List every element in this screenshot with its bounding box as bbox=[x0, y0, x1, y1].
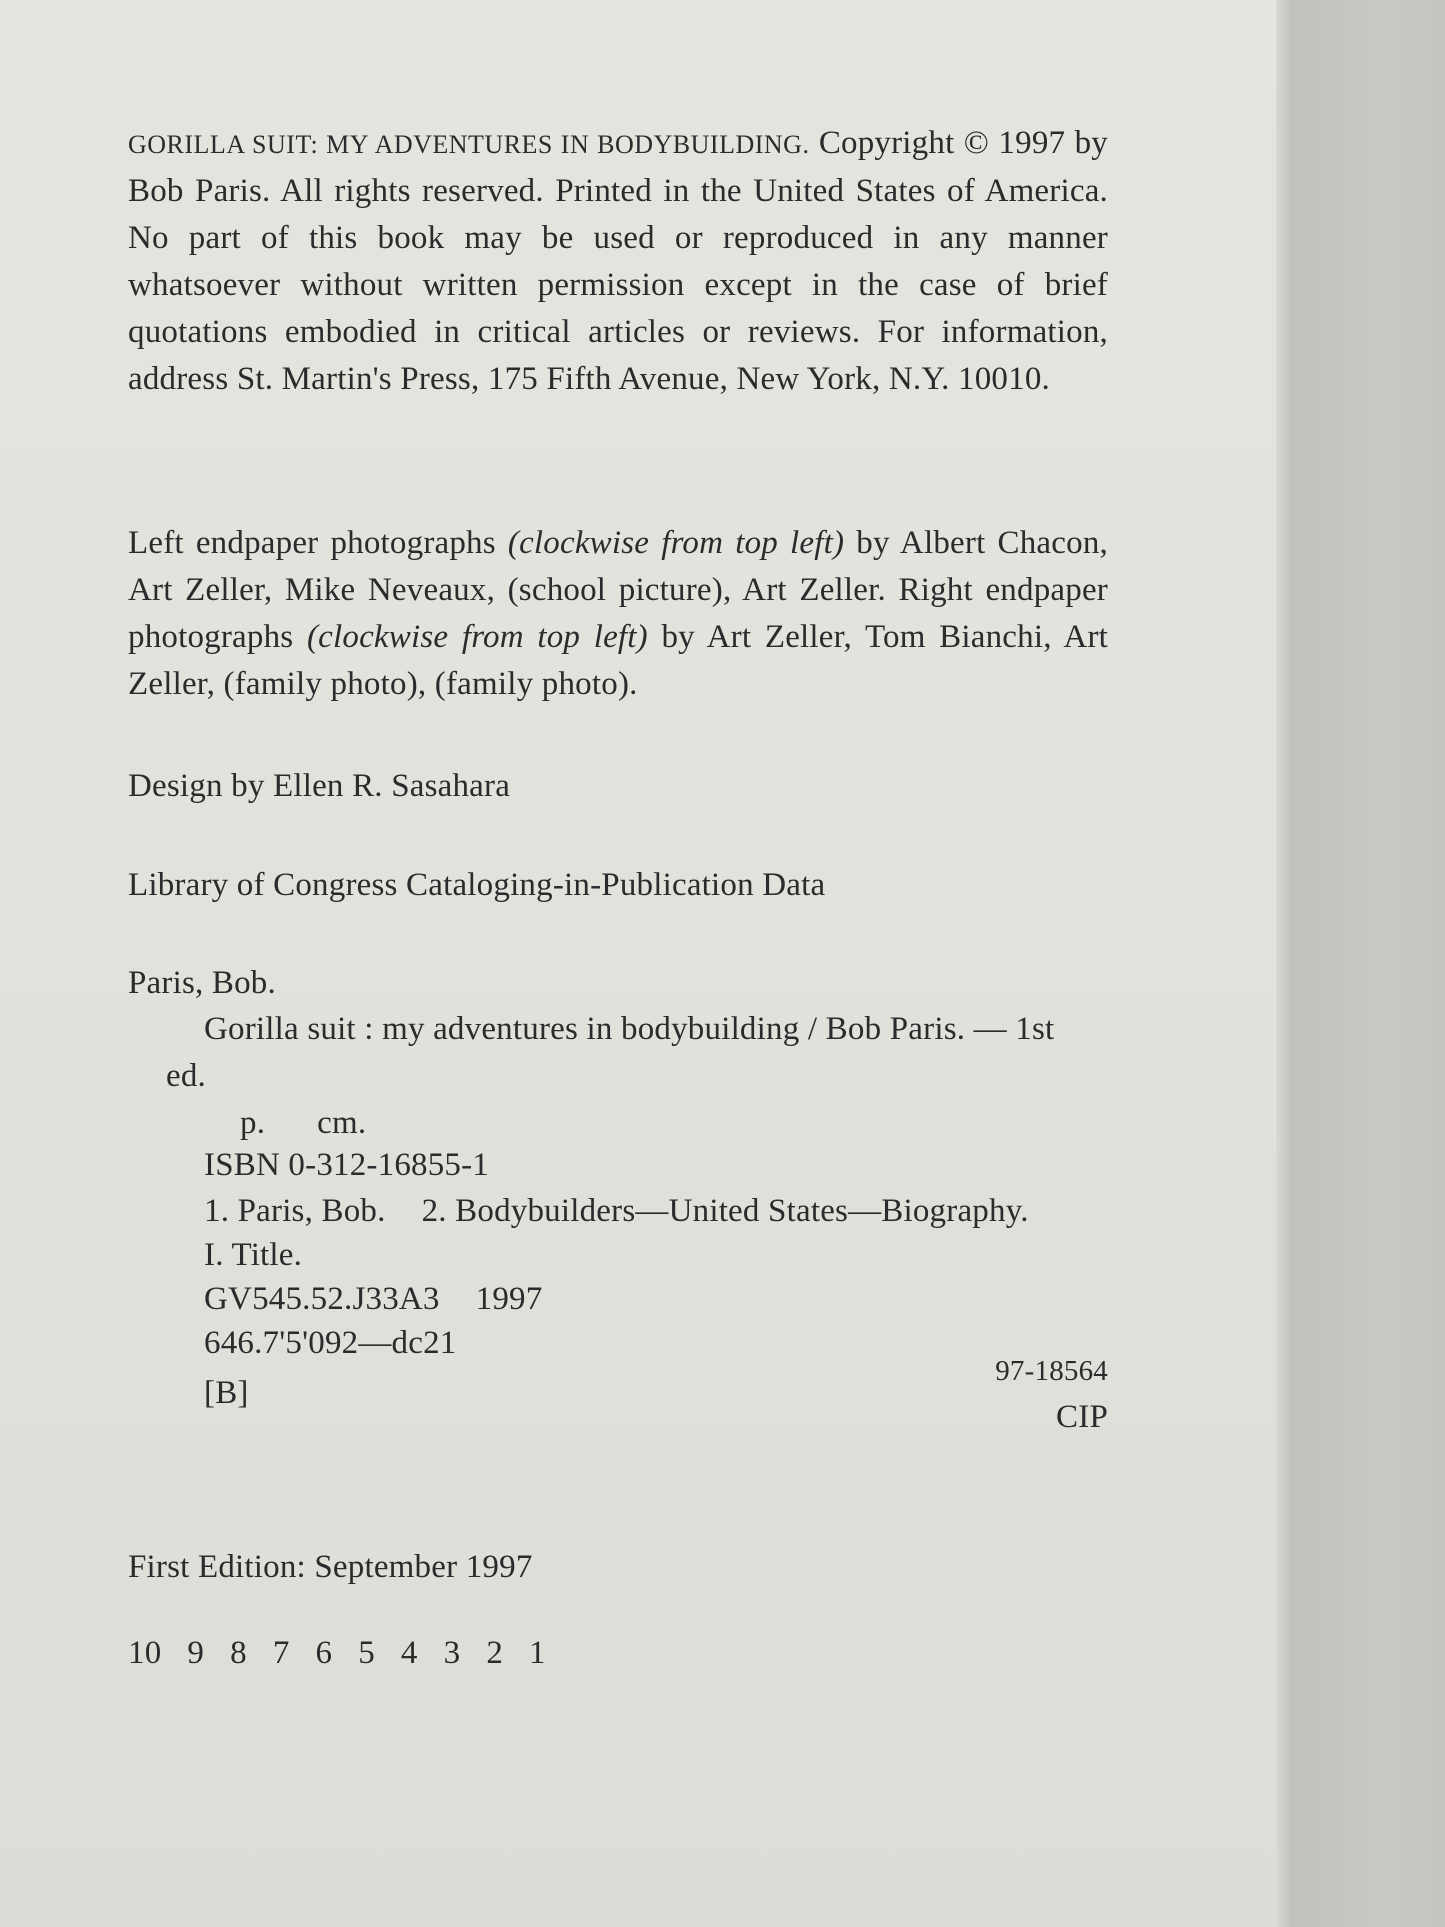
cip-author: Paris, Bob. bbox=[128, 965, 276, 1001]
endpaper-text-2: by Albert Chacon, Art Zeller, Mike Neveaux, (school picture), Art Zeller. Right endpaper photographs bbox=[128, 525, 1108, 655]
page-edge bbox=[1276, 0, 1290, 1927]
cip-size: cm. bbox=[317, 1105, 367, 1141]
edition-statement: First Edition: September 1997 bbox=[128, 1549, 533, 1585]
endpaper-italic-1: (clockwise from top left) bbox=[507, 525, 845, 561]
printer-key-number: 8 bbox=[230, 1635, 247, 1671]
design-credit: Design by Ellen R. Sasahara bbox=[128, 768, 511, 804]
cip-mark: CIP bbox=[1056, 1399, 1108, 1435]
cip-dewey: 646.7'5'092—dc21 bbox=[204, 1325, 457, 1361]
endpaper-italic-2: (clockwise from top left) bbox=[306, 619, 648, 655]
printer-key-number: 10 bbox=[128, 1635, 162, 1671]
printer-key-number: 6 bbox=[315, 1635, 333, 1671]
copyright-text: Copyright © 1997 by Bob Paris. All rights reserved. Printed in the United States of America. No part of this book may be used or reproduced in any manner whatsoever without written permission except in the case of brief quotations embodied in critical articles or reviews. For information, address St. Martin's Press, 175 Fifth Avenue, New York, N.Y. 10010. bbox=[128, 125, 1108, 397]
cip-physical-description bbox=[240, 1100, 1220, 1147]
printer-key-number: 2 bbox=[486, 1635, 504, 1671]
cip-subject-1: 1. Paris, Bob. bbox=[204, 1193, 386, 1229]
printer-key-number: 7 bbox=[272, 1635, 290, 1671]
endpaper-text-3: by Art Zeller, Tom Bianchi, Art Zeller, (family photo), (family photo). bbox=[128, 619, 1109, 702]
cip-subjects bbox=[204, 1188, 1184, 1235]
printer-key-number: 4 bbox=[400, 1635, 418, 1671]
cip-record-number: 97-18564 bbox=[995, 1355, 1108, 1387]
cip-heading: Library of Congress Cataloging-in-Publication Data bbox=[128, 867, 826, 903]
printer-key-number: 1 bbox=[529, 1635, 546, 1671]
endpaper-credits bbox=[128, 520, 1108, 708]
cip-call-year: 1997 bbox=[475, 1281, 543, 1317]
background-surface bbox=[1290, 0, 1445, 1927]
cip-bracket: [B] bbox=[204, 1375, 249, 1411]
cip-title-entry: I. Title. bbox=[204, 1237, 303, 1273]
cip-lc-classification bbox=[204, 1276, 1184, 1323]
book-title-caps: GORILLA SUIT: MY ADVENTURES IN BODYBUILDING. bbox=[128, 130, 810, 159]
printer-key-number: 3 bbox=[443, 1635, 461, 1671]
printer-key-number: 9 bbox=[187, 1635, 205, 1671]
cip-call-number: GV545.52.J33A3 bbox=[204, 1281, 440, 1317]
printer-key-number: 5 bbox=[358, 1635, 375, 1671]
printer-key bbox=[128, 1630, 1108, 1677]
cip-title-continuation: ed. bbox=[166, 1058, 206, 1094]
cip-isbn: ISBN 0-312-16855-1 bbox=[204, 1147, 490, 1183]
cip-title-line: Gorilla suit : my adventures in bodybuilding / Bob Paris. — 1st bbox=[204, 1011, 1055, 1047]
cip-subject-2: 2. Bodybuilders—United States—Biography. bbox=[421, 1193, 1029, 1229]
copyright-notice bbox=[128, 120, 1108, 403]
cip-pages: p. bbox=[240, 1105, 266, 1141]
endpaper-text-1: Left endpaper photographs bbox=[128, 525, 496, 561]
